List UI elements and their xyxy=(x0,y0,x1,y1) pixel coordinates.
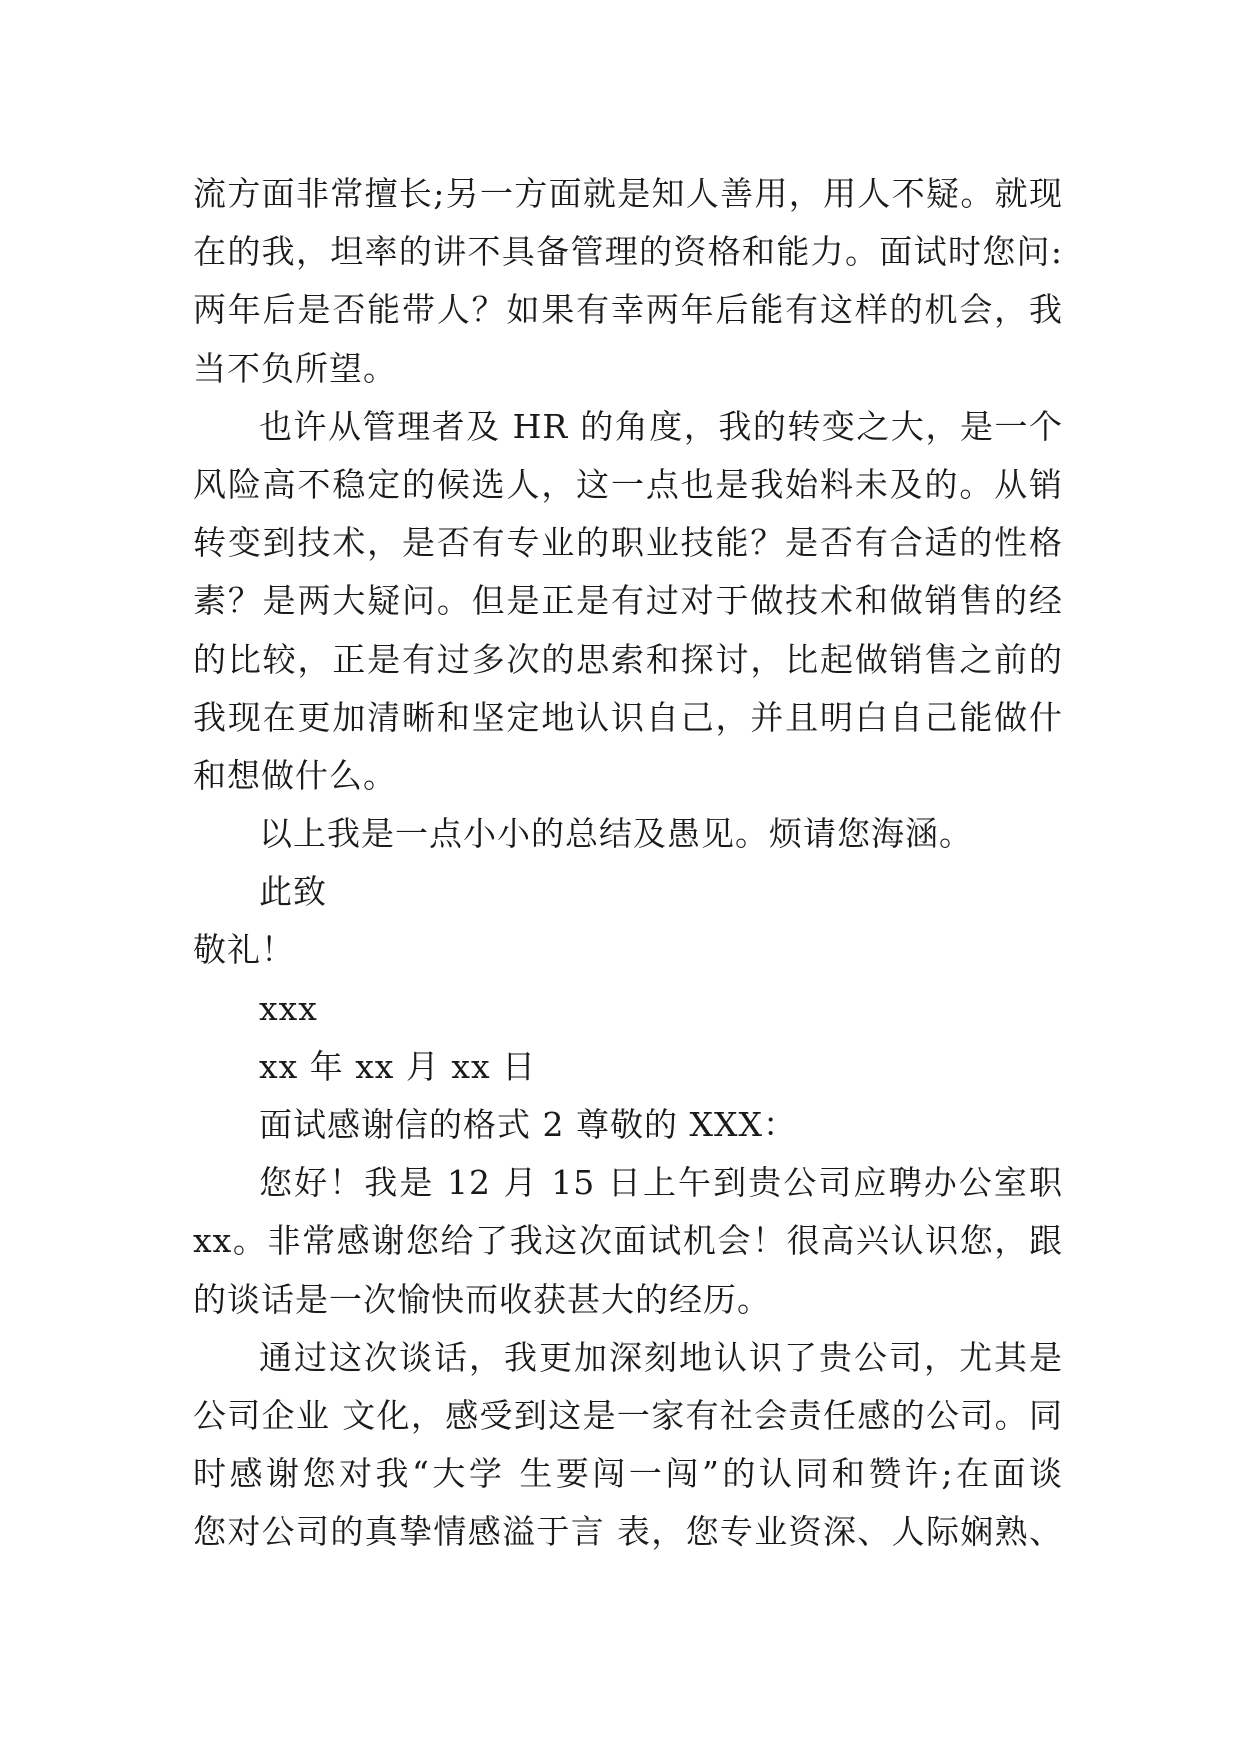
text-line: 的谈话是一次愉快而收获甚大的经历。 xyxy=(193,1279,771,1319)
closing-salutation: 此致 xyxy=(259,872,327,912)
text-line: 在的我，坦率的讲不具备管理的资格和能力。面试时您问: xyxy=(193,232,1063,272)
text-line: 的比较，正是有过多次的思索和探讨，比起做销售之前的 xyxy=(193,639,1063,679)
text-line: 当不负所望。 xyxy=(193,348,397,388)
text-line: 两年后是否能带人？如果有幸两年后能有这样的机会，我 xyxy=(193,290,1063,330)
text-line: 通过这次谈话，我更加深刻地认识了贵公司，尤其是 xyxy=(259,1337,1063,1377)
signature-date: xx 年 xx 月 xx 日 xyxy=(259,1046,537,1086)
text-line: 您对公司的真挚情感溢于言 表，您专业资深、人际娴熟、 xyxy=(193,1512,1063,1552)
text-line: 风险高不稳定的候选人，这一点也是我始料未及的。从销 xyxy=(193,464,1063,504)
text-line: 以上我是一点小小的总结及愚见。烦请您海涵。 xyxy=(259,814,973,854)
signature-name: xxx xyxy=(259,988,318,1028)
section-heading: 面试感谢信的格式 2 尊敬的 XXX： xyxy=(259,1105,797,1144)
text-line: xx。非常感谢您给了我这次面试机会！很高兴认识您，跟 xyxy=(193,1221,1063,1261)
text-line: 转变到技术，是否有专业的职业技能？是否有合适的性格 xyxy=(193,523,1063,563)
text-line: 公司企业 文化，感受到这是一家有社会责任感的公司。同 xyxy=(193,1395,1063,1435)
letter-body xyxy=(193,165,1063,1562)
text-line: 也许从管理者及 HR 的角度，我的转变之大，是一个 xyxy=(259,406,1063,446)
text-line: 您好！我是 12 月 15 日上午到贵公司应聘办公室职 xyxy=(259,1163,1063,1203)
text-line: 和想做什么。 xyxy=(193,755,397,795)
text-line: 素？是两大疑问。但是正是有过对于做技术和做销售的经 xyxy=(193,581,1063,621)
closing-regards: 敬礼！ xyxy=(193,930,295,970)
text-line: 时感谢您对我“大学 生要闯一闯”的认同和赞许;在面谈 xyxy=(193,1454,1063,1494)
text-line: 我现在更加清晰和坚定地认识自己，并且明白自己能做什 xyxy=(193,697,1063,737)
text-line: 流方面非常擅长;另一方面就是知人善用，用人不疑。就现 xyxy=(193,174,1063,213)
